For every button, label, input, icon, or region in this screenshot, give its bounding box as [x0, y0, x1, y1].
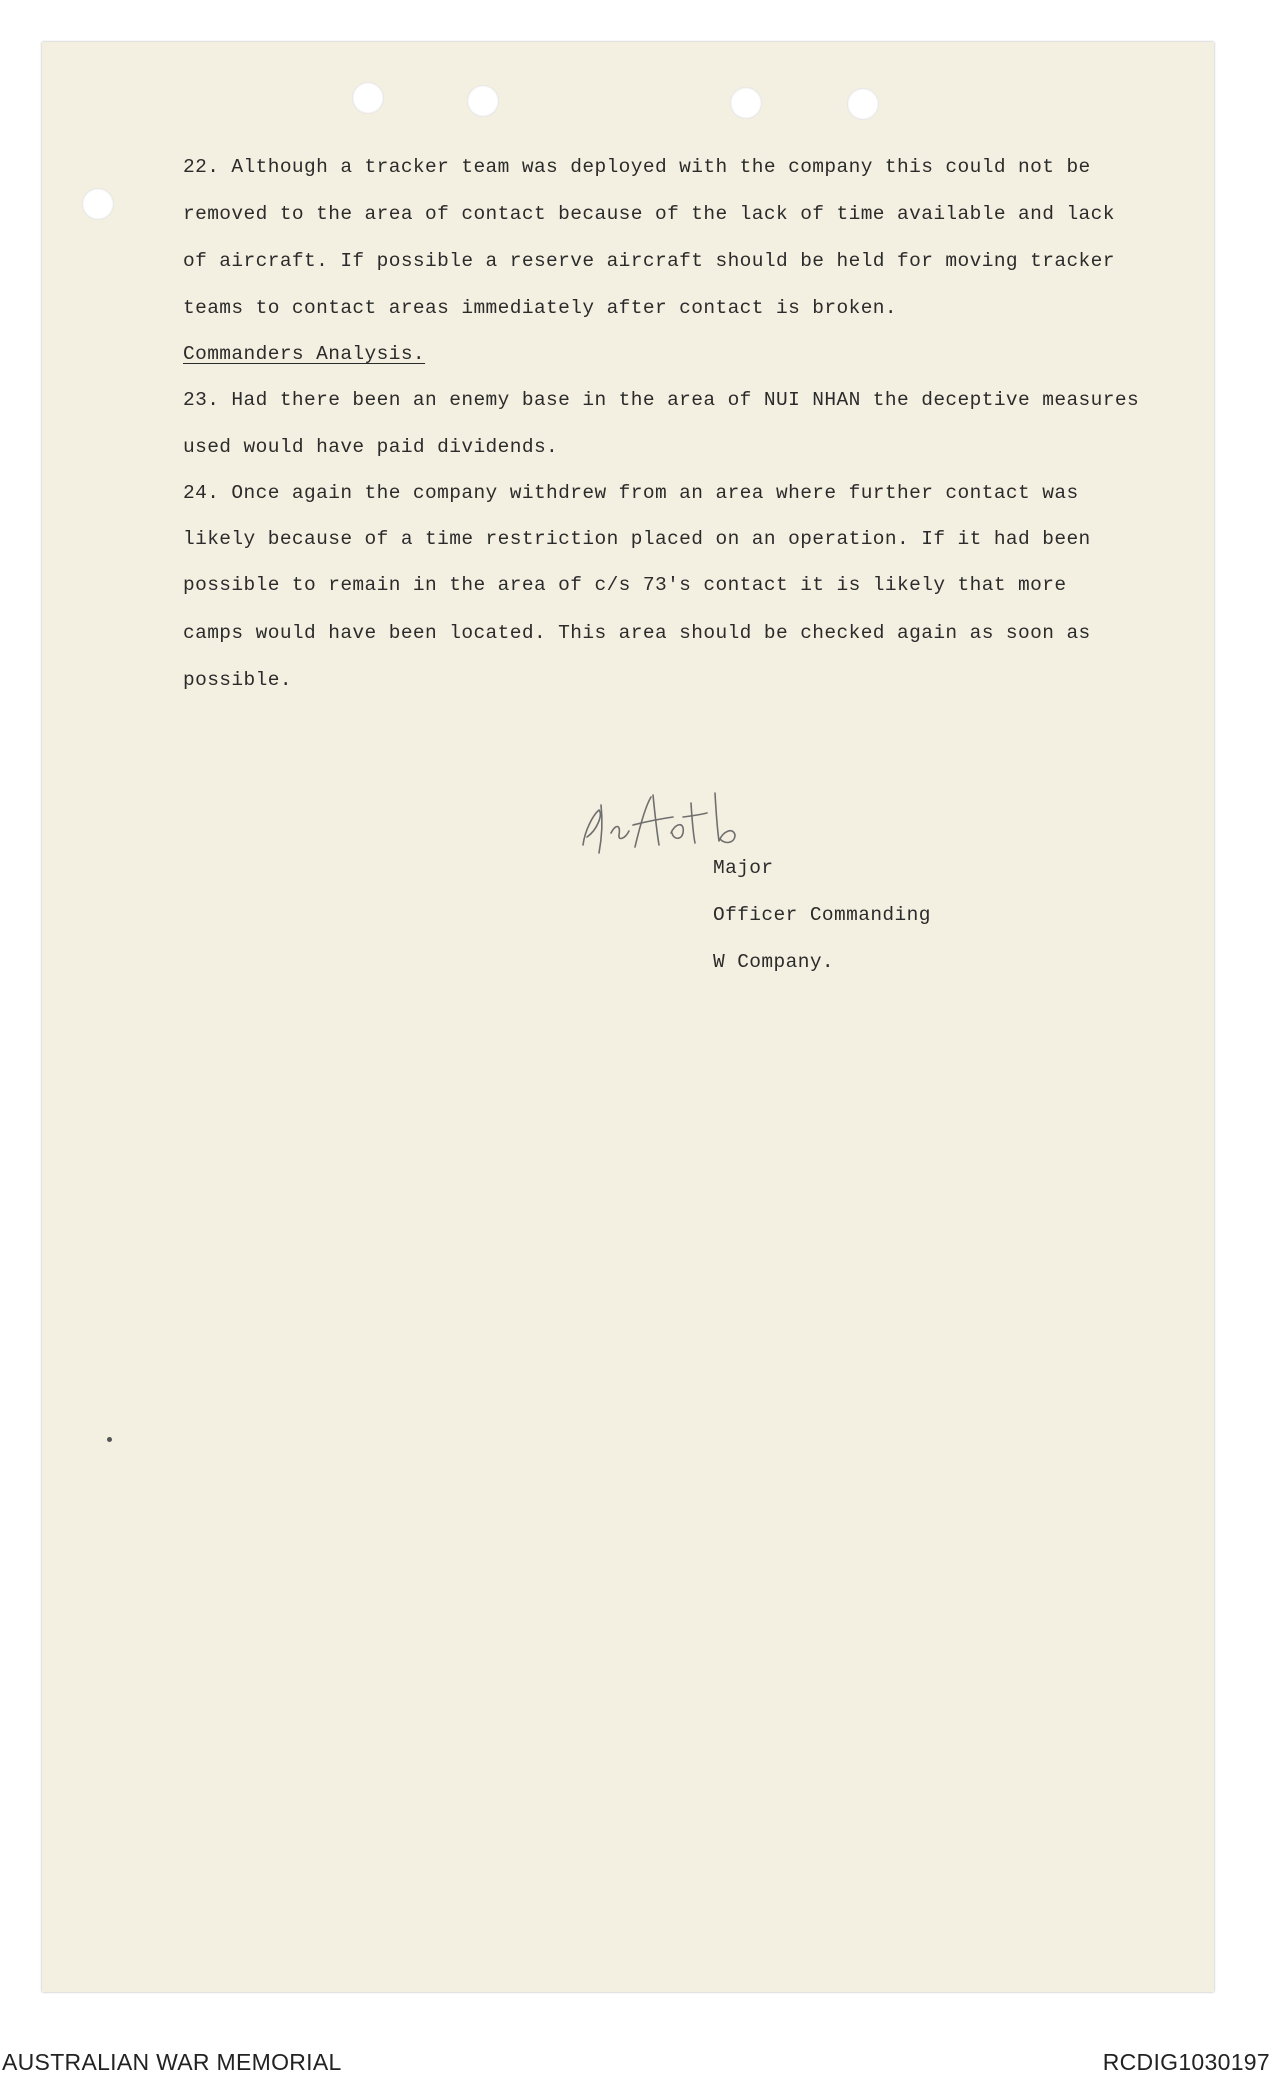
paper-speck: [107, 1437, 112, 1442]
punch-hole: [730, 87, 762, 119]
section-heading: Commanders Analysis.: [183, 343, 426, 365]
paper-sheet: [42, 42, 1214, 1992]
paragraph-23-line-2: used would have paid dividends.: [183, 436, 559, 458]
paragraph-22-line-2: removed to the area of contact because of the lack of time available and lack: [183, 203, 1115, 225]
punch-hole: [82, 188, 114, 220]
archive-credit: AUSTRALIAN WAR MEMORIAL: [2, 2049, 342, 2075]
paragraph-22-line-3: of aircraft. If possible a reserve aircraft should be held for moving tracker: [183, 250, 1115, 272]
paragraph-24-line-4: camps would have been located. This area should be checked again as soon as: [183, 622, 1091, 644]
signatory-rank: Major: [713, 857, 774, 879]
signatory-position: Officer Commanding: [713, 904, 931, 926]
paragraph-24-line-3: possible to remain in the area of c/s 73's contact it is likely that more: [183, 574, 1067, 596]
paragraph-24-line-2: likely because of a time restriction placed on an operation. If it had been: [183, 528, 1091, 550]
paragraph-22-line-4: teams to contact areas immediately after contact is broken.: [183, 297, 898, 319]
punch-hole: [847, 88, 879, 120]
punch-hole: [352, 82, 384, 114]
archive-id: RCDIG1030197: [1102, 2049, 1270, 2075]
paragraph-24-line-5: possible.: [183, 669, 292, 691]
signatory-unit: W Company.: [713, 951, 835, 973]
paragraph-23-line-1: 23. Had there been an enemy base in the area of NUI NHAN the deceptive measures: [183, 389, 1140, 411]
paragraph-24-line-1: 24. Once again the company withdrew from an area where further contact was: [183, 482, 1079, 504]
punch-hole: [467, 85, 499, 117]
handwritten-signature: [575, 775, 745, 865]
paragraph-22-line-1: 22. Although a tracker team was deployed with the company this could not be: [183, 156, 1091, 178]
